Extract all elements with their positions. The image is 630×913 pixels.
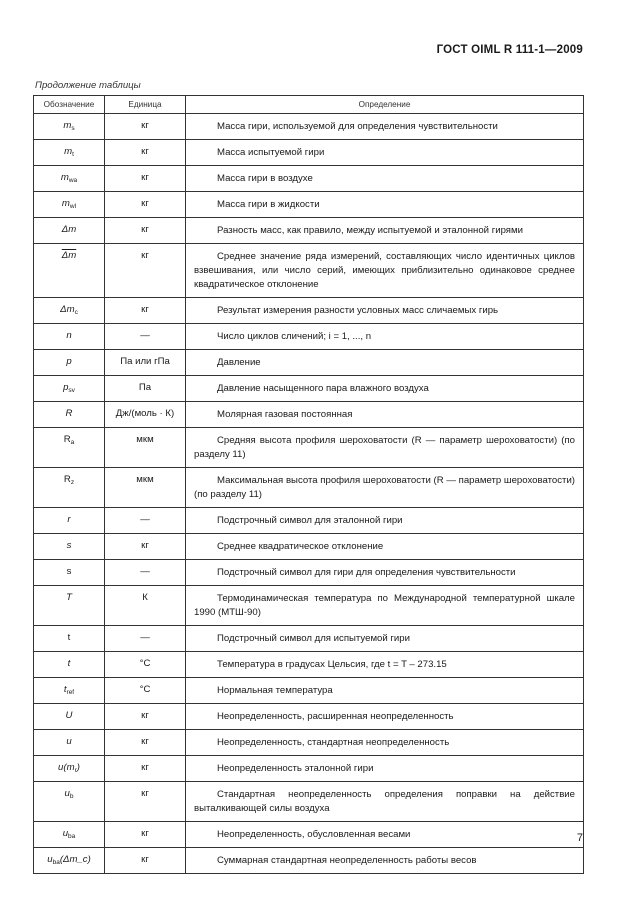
row-definition xyxy=(186,244,584,298)
page-number: 7 xyxy=(576,832,583,844)
definition-text: Молярная газовая постоянная xyxy=(217,409,353,420)
symbol-main: U xyxy=(65,710,73,721)
symbol-main: m xyxy=(63,120,72,131)
row-unit: кг xyxy=(105,534,186,560)
table-row xyxy=(34,468,584,508)
definition-text: Термодинамическая температура по Международной температурной шкале 1990 (МТШ-90) xyxy=(194,593,575,618)
row-unit: кг xyxy=(105,298,186,324)
column-header-definition: Определение xyxy=(186,96,584,114)
row-definition xyxy=(186,756,584,782)
row-symbol xyxy=(34,586,105,626)
table-row xyxy=(34,218,584,244)
symbol-main: R xyxy=(63,434,71,445)
row-symbol xyxy=(34,298,105,324)
row-unit: кг xyxy=(105,756,186,782)
row-definition xyxy=(186,652,584,678)
row-symbol xyxy=(34,730,105,756)
definition-text: Подстрочный символ для гири для определения чувствительности xyxy=(217,567,516,578)
row-definition xyxy=(186,508,584,534)
symbol-main: R xyxy=(65,408,73,419)
symbol-main: m xyxy=(60,172,69,183)
row-symbol xyxy=(34,402,105,428)
symbol-subscript: z xyxy=(70,479,75,486)
table-row xyxy=(34,586,584,626)
row-symbol xyxy=(34,508,105,534)
table-row xyxy=(34,402,584,428)
symbol-main: u xyxy=(64,788,70,799)
row-definition xyxy=(186,468,584,508)
definition-text: Давление xyxy=(217,357,261,368)
definition-text: Масса гири в воздухе xyxy=(217,173,313,184)
row-definition xyxy=(186,218,584,244)
symbol-main: r xyxy=(67,514,71,525)
table-row xyxy=(34,704,584,730)
definition-text: Масса гири в жидкости xyxy=(217,199,320,210)
row-definition xyxy=(186,586,584,626)
table-row xyxy=(34,166,584,192)
table-row xyxy=(34,324,584,350)
row-unit: кг xyxy=(105,192,186,218)
table-row xyxy=(34,534,584,560)
table-row xyxy=(34,560,584,586)
definition-text: Подстрочный символ для эталонной гири xyxy=(217,515,403,526)
row-definition xyxy=(186,822,584,848)
definition-text: Неопределенность, расширенная неопределенность xyxy=(217,711,454,722)
row-unit: кг xyxy=(105,822,186,848)
row-unit: кг xyxy=(105,782,186,822)
row-definition xyxy=(186,166,584,192)
symbol-main: $\overline{\Delta m}$ xyxy=(61,250,77,261)
table-row xyxy=(34,376,584,402)
symbol-subscript: wl xyxy=(69,203,77,210)
row-symbol xyxy=(34,560,105,586)
row-unit: кг xyxy=(105,218,186,244)
row-unit: мкм xyxy=(105,428,186,468)
symbol-subscript: wa xyxy=(68,177,78,184)
table-row xyxy=(34,140,584,166)
symbol-subscript: ref xyxy=(66,689,75,696)
row-symbol xyxy=(34,324,105,350)
row-definition xyxy=(186,324,584,350)
row-symbol xyxy=(34,114,105,140)
table-row xyxy=(34,822,584,848)
row-definition xyxy=(186,730,584,756)
table-row xyxy=(34,678,584,704)
symbol-main: t xyxy=(67,658,71,669)
row-unit: — xyxy=(105,324,186,350)
definition-text: Неопределенность, стандартная неопределенность xyxy=(217,737,450,748)
row-symbol xyxy=(34,218,105,244)
row-definition xyxy=(186,140,584,166)
table-row xyxy=(34,114,584,140)
row-unit: Дж/(моль · К) xyxy=(105,402,186,428)
column-header-unit: Единица xyxy=(105,96,186,114)
row-definition xyxy=(186,782,584,822)
definition-text: Неопределенность, обусловленная весами xyxy=(217,829,411,840)
row-definition xyxy=(186,704,584,730)
definition-text: Подстрочный символ для испытуемой гири xyxy=(217,633,410,644)
definition-text: Суммарная стандартная неопределенность работы весов xyxy=(217,855,477,866)
definition-text: Максимальная высота профиля шероховатости (R — параметр шероховатости) (по разделу 11) xyxy=(194,475,575,500)
symbol-main: n xyxy=(66,330,72,341)
row-definition xyxy=(186,192,584,218)
row-symbol xyxy=(34,652,105,678)
symbol-main: m xyxy=(61,198,70,209)
symbol-suffix: ) xyxy=(76,762,80,773)
row-unit: Па или гПа xyxy=(105,350,186,376)
symbol-main: R xyxy=(63,474,71,485)
row-symbol xyxy=(34,350,105,376)
row-definition xyxy=(186,350,584,376)
symbol-subscript: r xyxy=(74,767,77,774)
row-symbol xyxy=(34,140,105,166)
row-definition xyxy=(186,560,584,586)
definition-text: Число циклов сличений; i = 1, ..., n xyxy=(217,331,372,342)
table-row xyxy=(34,652,584,678)
symbol-subscript: a xyxy=(70,439,75,446)
row-unit: кг xyxy=(105,166,186,192)
symbol-subscript: b xyxy=(69,793,74,800)
table-row xyxy=(34,782,584,822)
row-symbol xyxy=(34,704,105,730)
symbol-main: m xyxy=(64,146,73,157)
definition-text: Температура в градусах Цельсия, где t = T – 273.15 xyxy=(217,659,447,670)
definition-text: Среднее значение ряда измерений, составляющих число идентичных циклов взвешивания, или число серий, имеющих приблизительно одинаковое среднее квадратическое отклонение xyxy=(194,251,575,290)
row-unit: — xyxy=(105,508,186,534)
row-symbol xyxy=(34,376,105,402)
symbol-subscript: sv xyxy=(68,387,75,394)
definition-text: Разность масс, как правило, между испытуемой и эталонной гирями xyxy=(217,225,523,236)
table-row xyxy=(34,756,584,782)
table-row xyxy=(34,298,584,324)
symbol-subscript: s xyxy=(71,125,75,132)
definition-text: Масса испытуемой гири xyxy=(217,147,325,158)
row-symbol xyxy=(34,822,105,848)
row-unit: кг xyxy=(105,244,186,298)
symbol-main: Δm xyxy=(60,304,75,315)
row-unit: °C xyxy=(105,678,186,704)
table-row xyxy=(34,350,584,376)
row-definition xyxy=(186,626,584,652)
row-definition xyxy=(186,114,584,140)
row-unit: — xyxy=(105,626,186,652)
row-unit: — xyxy=(105,560,186,586)
row-unit: кг xyxy=(105,848,186,874)
table-continuation-label: Продолжение таблицы xyxy=(35,80,141,91)
symbol-subscript: ba xyxy=(68,833,76,840)
row-unit: Па xyxy=(105,376,186,402)
symbol-main: t xyxy=(67,632,71,643)
definition-text: Давление насыщенного пара влажного воздуха xyxy=(217,383,429,394)
symbol-main: u xyxy=(62,828,69,839)
definition-text: Результат измерения разности условных масс сличаемых гирь xyxy=(217,305,499,316)
table-header-row xyxy=(34,96,584,114)
row-definition xyxy=(186,402,584,428)
row-definition xyxy=(186,298,584,324)
table-row xyxy=(34,428,584,468)
row-symbol xyxy=(34,244,105,298)
row-definition xyxy=(186,534,584,560)
row-definition xyxy=(186,678,584,704)
row-symbol xyxy=(34,626,105,652)
symbol-main: s xyxy=(66,566,72,577)
symbol-main: u xyxy=(66,736,72,747)
table-row xyxy=(34,848,584,874)
symbol-main: T xyxy=(66,592,72,603)
row-unit: мкм xyxy=(105,468,186,508)
row-symbol xyxy=(34,534,105,560)
row-symbol xyxy=(34,756,105,782)
row-symbol xyxy=(34,166,105,192)
definition-text: Нормальная температура xyxy=(217,685,333,696)
row-symbol xyxy=(34,468,105,508)
symbol-main: u(m xyxy=(58,762,75,773)
row-symbol xyxy=(34,782,105,822)
table-row xyxy=(34,730,584,756)
row-unit: К xyxy=(105,586,186,626)
definition-text: Неопределенность эталонной гири xyxy=(217,763,374,774)
table-row xyxy=(34,244,584,298)
symbol-subscript: ba xyxy=(52,859,60,866)
symbol-main: u xyxy=(47,854,53,865)
table-row xyxy=(34,508,584,534)
symbol-main: t xyxy=(63,684,67,695)
column-header-symbol: Обозначение xyxy=(34,96,105,114)
symbol-main: s xyxy=(66,540,72,551)
symbol-subscript: t xyxy=(72,151,74,158)
table-row xyxy=(34,192,584,218)
row-symbol xyxy=(34,678,105,704)
symbol-subscript: c xyxy=(74,309,78,316)
row-unit: °C xyxy=(105,652,186,678)
row-definition xyxy=(186,428,584,468)
symbol-main: Δm xyxy=(61,224,77,235)
definition-text: Средняя высота профиля шероховатости (R — параметр шероховатости) (по разделу 11) xyxy=(194,435,575,460)
document-header: ГОСТ OIML R 111-1—2009 xyxy=(436,44,583,56)
row-definition xyxy=(186,376,584,402)
row-unit: кг xyxy=(105,114,186,140)
row-symbol xyxy=(34,848,105,874)
row-unit: кг xyxy=(105,704,186,730)
definition-text: Масса гири, используемой для определения чувствительности xyxy=(217,121,498,132)
definition-text: Среднее квадратическое отклонение xyxy=(217,541,384,552)
table-row xyxy=(34,626,584,652)
row-symbol xyxy=(34,192,105,218)
definition-text: Стандартная неопределенность определения поправки на действие выталкивающей силы воздуха xyxy=(194,789,575,814)
row-unit: кг xyxy=(105,140,186,166)
row-definition xyxy=(186,848,584,874)
row-unit: кг xyxy=(105,730,186,756)
row-symbol xyxy=(34,428,105,468)
symbol-main: p xyxy=(66,356,72,367)
symbol-main: p xyxy=(63,382,69,393)
definitions-table xyxy=(33,95,584,874)
symbol-suffix: (Δm_c) xyxy=(59,854,91,865)
